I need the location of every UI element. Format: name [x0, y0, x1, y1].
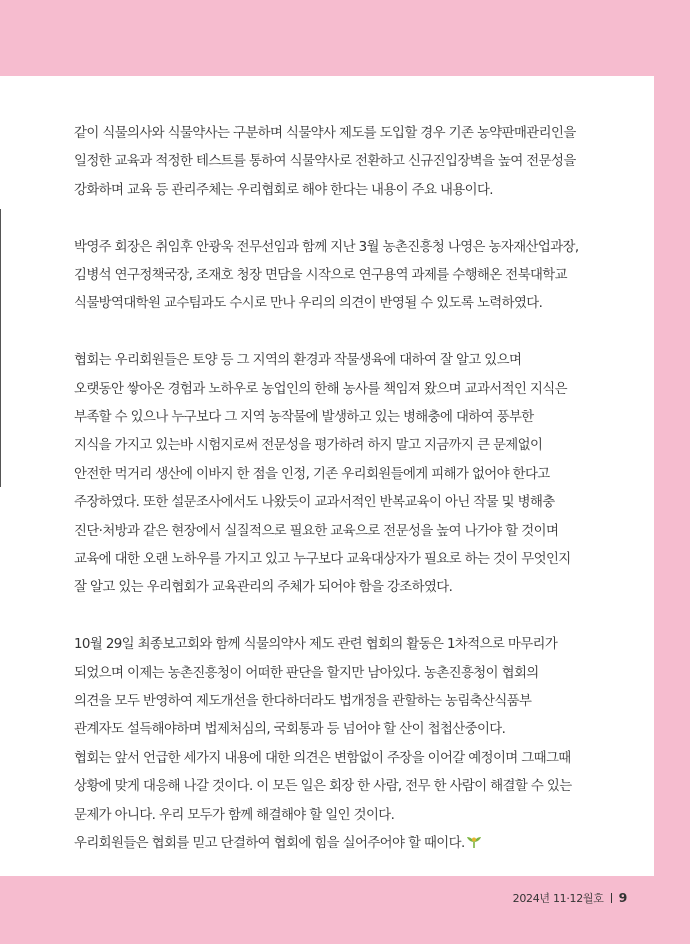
text-line: 교육에 대한 오랜 노하우를 가지고 있고 누구보다 교육대상자가 필요로 하는 것이 무엇인지: [74, 552, 571, 568]
text-line: 문제가 아니다. 우리 모두가 함께 해결해야 할 일인 것이다.: [74, 807, 395, 823]
text-line: 강화하며 교육 등 관리주체는 우리협회로 해야 한다는 내용이 주요 내용이다.: [74, 182, 493, 198]
sprout-icon: [466, 832, 482, 860]
text-line: 관계자도 설득해야하며 법제처심의, 국회통과 등 넘어야 할 산이 첩첩산중이다.: [74, 722, 506, 738]
text-line: 협회는 우리회원들은 토양 등 그 지역의 환경과 작물생육에 대하여 잘 알고 있으며: [74, 353, 522, 369]
text-line: 지식을 가지고 있는바 시험지로써 전문성을 평가하려 하지 말고 지금까지 큰 문제없이: [74, 438, 543, 454]
footer-divider: [611, 893, 612, 903]
text-line: 되었으며 이제는 농촌진흥청이 어떠한 판단을 할지만 남아있다. 농촌진흥청이 협회의: [74, 665, 539, 681]
text-line: 진단·처방과 같은 현장에서 실질적으로 필요한 교육으로 전문성을 높여 나가야 할 것이며: [74, 523, 559, 539]
text-line: 부족할 수 있으나 누구보다 그 지역 농작물에 발생하고 있는 병해충에 대하여 풍부한: [74, 410, 534, 426]
text-line: 같이 식물의사와 식물약사는 구분하며 식물약사 제도를 도입할 경우 기존 농약판매관리인을: [74, 126, 576, 141]
text-line: 오랫동안 쌓아온 경험과 노하우로 농업인의 한해 농사를 책임져 왔으며 교과서적인 지식은: [74, 381, 567, 397]
text-line: 10월 29일 최종보고회와 함께 식물의약사 제도 관련 협회의 활동은 1차적으로 마무리가: [74, 637, 558, 653]
page-footer: [513, 890, 627, 906]
text-line: 잘 알고 있는 우리협회가 교육관리의 주체가 되어야 함을 강조하였다.: [74, 580, 453, 596]
issue-label: 2024년 11·12월호: [512, 892, 604, 905]
text-line: 협회는 앞서 언급한 세가지 내용에 대한 의견은 변함없이 주장을 이어갈 예정이며 그때그때: [74, 750, 571, 766]
page-sheet: [0, 76, 654, 876]
page-number: 9: [618, 890, 627, 905]
text-line: 의견을 모두 반영하여 제도개선을 한다하더라도 법개정을 관할하는 농림축산식품부: [74, 694, 532, 710]
text-line: 김병석 연구정책국장, 조재호 청장 면담을 시작으로 연구용역 과제를 수행해온 전북대학교: [74, 268, 567, 284]
text-line: 식물방역대학원 교수팀과도 수시로 만나 우리의 의견이 반영될 수 있도록 노력하였다.: [74, 296, 543, 312]
text-line: 주장하였다. 또한 설문조사에서도 나왔듯이 교과서적인 반복교육이 아닌 작물 및 병해충: [74, 495, 555, 511]
text-line: 박영주 회장은 취임후 안광욱 전무선임과 함께 지난 3월 농촌진흥청 나영은 농자재산업과장,: [74, 239, 579, 255]
text-line: 상황에 맞게 대응해 나갈 것이다. 이 모든 일은 회장 한 사람, 전무 한 사람이 해결할 수 있는: [74, 779, 572, 795]
margin-rule: [0, 209, 1, 487]
paragraph-gap: [74, 603, 622, 631]
text-line: 우리회원들은 협회를 믿고 단결하여 협회에 힘을 실어주어야 할 때이다.: [74, 830, 622, 860]
paragraph-gap: [74, 319, 622, 347]
text-line: 안전한 먹거리 생산에 이바지 한 점을 인정, 기존 우리회원들에게 피해가 없어야 한다고: [74, 466, 550, 482]
article-body: [74, 120, 622, 861]
paragraph-gap: [74, 205, 622, 233]
text-line: 일정한 교육과 적정한 테스트를 통하여 식물약사로 전환하고 신규진입장벽을 높여 전문성을: [74, 154, 576, 170]
